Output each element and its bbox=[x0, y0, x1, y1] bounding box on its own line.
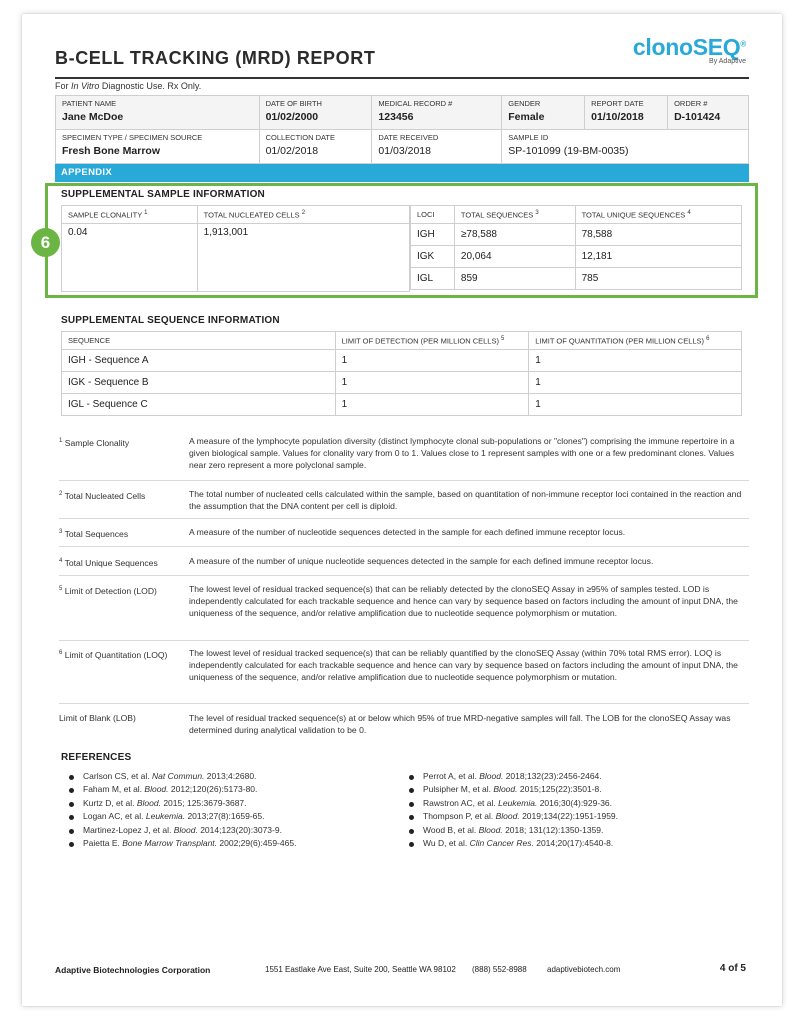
table-row: IGH - Sequence A 1 1 bbox=[62, 350, 742, 372]
footer-company: Adaptive Biotechnologies Corporation bbox=[55, 965, 211, 975]
list-item: Pulsipher M, et al. Blood. 2015;125(22):3501-8. bbox=[407, 783, 737, 796]
logo-wordmark: clonoSEQ bbox=[632, 34, 741, 60]
footnote-divider bbox=[59, 480, 749, 481]
report-date-cell: REPORT DATE 01/10/2018 bbox=[585, 96, 668, 130]
specimen-cell: SPECIMEN TYPE / SPECIMEN SOURCE Fresh Bone Marrow bbox=[56, 130, 260, 164]
appendix-bar: APPENDIX bbox=[55, 164, 749, 182]
patient-name: Jane McDoe bbox=[62, 111, 124, 123]
loci-header: LOCI bbox=[411, 206, 455, 224]
collection-date-cell: COLLECTION DATE 01/02/2018 bbox=[259, 130, 372, 164]
registered-mark: ® bbox=[740, 39, 746, 49]
table-row: IGK 20,064 12,181 bbox=[411, 246, 742, 268]
clonality-table bbox=[61, 205, 410, 292]
footer-website[interactable]: adaptivebiotech.com bbox=[547, 965, 621, 974]
table-row: IGH ≥78,588 78,588 bbox=[411, 224, 742, 246]
report-title: B-CELL TRACKING (MRD) REPORT bbox=[55, 48, 376, 68]
loci-table bbox=[410, 205, 742, 290]
page-number: 4 of 5 bbox=[719, 963, 746, 974]
unique-sequences-header: TOTAL UNIQUE SEQUENCES $^4$ bbox=[575, 206, 741, 224]
sample-id-cell: SAMPLE ID SP-101099 (19-BM-0035) bbox=[502, 130, 749, 164]
list-item: Martinez-Lopez J, et al. Blood. 2014;123(20):3073-9. bbox=[67, 824, 397, 837]
mrn-value: 123456 bbox=[378, 111, 414, 123]
dob-value: 01/02/2000 bbox=[265, 111, 319, 123]
list-item: Carlson CS, et al. Nat Commun. 2013;4:2680. bbox=[67, 770, 397, 783]
dob-cell: DATE OF BIRTH 01/02/2000 bbox=[259, 96, 372, 130]
callout-badge: 6 bbox=[31, 228, 60, 257]
received-date-cell: DATE RECEIVED 01/03/2018 bbox=[372, 130, 502, 164]
supplemental-sequence-heading: SUPPLEMENTAL SEQUENCE INFORMATION bbox=[61, 315, 280, 326]
list-item: Thompson P, et al. Blood. 2019;134(22):1951-1959. bbox=[407, 810, 737, 823]
total-sequences-header: TOTAL SEQUENCES $^3$ bbox=[454, 206, 575, 224]
patient-info-table bbox=[55, 95, 749, 164]
patient-name-cell: PATIENT NAME Jane McDoe bbox=[56, 96, 260, 130]
logo-tagline: By Adaptive bbox=[709, 58, 746, 65]
footnote-divider bbox=[59, 546, 749, 547]
received-date-value: 01/03/2018 bbox=[378, 145, 431, 157]
collection-date-value: 01/02/2018 bbox=[265, 145, 319, 157]
supplemental-sample-heading: SUPPLEMENTAL SAMPLE INFORMATION bbox=[61, 189, 265, 200]
nucleated-cells-header: TOTAL NUCLEATED CELLS $^2$ bbox=[197, 206, 409, 224]
sample-id-value: SP-101099 (19-BM-0035) bbox=[508, 145, 629, 157]
list-item: Faham M, et al. Blood. 2012;120(26):5173-80. bbox=[67, 783, 397, 796]
mrn-cell: MEDICAL RECORD # 123456 bbox=[372, 96, 502, 130]
title-divider bbox=[55, 77, 749, 79]
loq-header: LIMIT OF QUANTITATION (PER MILLION CELLS) $^6$ bbox=[529, 332, 742, 350]
list-item: Wu D, et al. Clin Cancer Res. 2014;20(17):4540-8. bbox=[407, 837, 737, 850]
report-date-value: 01/10/2018 bbox=[591, 111, 644, 123]
footnote-divider bbox=[59, 640, 749, 641]
list-item: Rawstron AC, et al. Leukemia. 2016;30(4):929-36. bbox=[407, 797, 737, 810]
list-item: Wood B, et al. Blood. 2018; 131(12):1350-1359. bbox=[407, 824, 737, 837]
specimen-value: Fresh Bone Marrow bbox=[62, 145, 161, 157]
references-heading: REFERENCES bbox=[61, 752, 132, 763]
nucleated-cells-value: 1,913,001 bbox=[197, 224, 409, 292]
clonality-header: SAMPLE CLONALITY $^1$ bbox=[62, 206, 198, 224]
clonoseq-logo bbox=[633, 34, 746, 65]
list-item: Perrot A, et al. Blood. 2018;132(23):2456-2464. bbox=[407, 770, 737, 783]
references-left bbox=[67, 770, 397, 850]
footnote-divider bbox=[59, 518, 749, 519]
sequence-header: SEQUENCE bbox=[62, 332, 336, 350]
lod-header: LIMIT OF DETECTION (PER MILLION CELLS) $^5$ bbox=[335, 332, 529, 350]
table-row: IGK - Sequence B 1 1 bbox=[62, 372, 742, 394]
order-value: D-101424 bbox=[674, 111, 721, 123]
list-item: Kurtz D, et al. Blood. 2015; 125:3679-3687. bbox=[67, 797, 397, 810]
report-page: B-CELL TRACKING (MRD) REPORT clonoSEQ® By Adaptive For In Vitro Diagnostic Use. Rx Only. PATIENT NAME Jane McDoe DATE OF BIRTH 01/02/2000 MEDICAL RECORD # 123456 GENDER Female REPORT DATE 01/10/2018 ORDER # D-101424 SPECIMEN TYPE / SPECIMEN SOURCE Fresh Bone Marrow COLLECTION DATE 01/02/2018 DATE RECEIVED 01/03/2018 SAMPLE ID SP-101099 (19-BM-0035) APPENDIX 6 SUPPLEMENTAL SAMPLE INFORMATION SAMPLE CLONALITY $^1$ TOTAL NUCLEATED CELLS $^2$ 0.04 1,913,001 LOCI TOTAL SEQUENCES $^3$ TOTAL UNIQUE SEQUENCES $^4$ IGH ≥78,588 78,588 IGK 20,064 12,181 IGL 859 785 SUPPLEMENTAL SEQUENCE INFORMATION SEQUENCE LIMIT OF DETECTION (PER MILLION CELLS) $^5$ LIMIT OF QUANTITATION (PER MILLION CELLS) $^6$ IGH - Sequence A 1 1 IGK - Sequence B 1 1 IGL - Sequence C 1 1 $^1$ Sample Clonality A measure of the lymphocyte population diversity (distinct lymphocyte clonal sub-populations or "clones") comprising the immune repertoire in a given biological sample. Values for clonality vary from 0 to 1. Values close to 1 represent samples with one or a few predominant clones. Values near zero represent a more polyclonal sample. $^2$ Total Nucleated Cells The total number of nucleated cells calculated within the sample, based on quantitation of non-immune receptor loci contained in the reaction and the assumption that the DNA content per cell is diploid. $^3$ Total Sequences A measure of the number of nucleotide sequences detected in the sample for each defined immune receptor locus. $^4$ Total Unique Sequences A measure of the number of unique nucleotide sequences detected in the sample for each defined immune receptor locus. $^5$ Limit of Detection (LOD) The lowest level of residual tracked sequence(s) that can be reliably detected by the clonoSEQ Assay in ≥95% of samples tested. LOD is independently calculated for each trackable sequence and hence can vary by sequence based on factors including the amount of input DNA, the uniqueness of the sequence, and/or relative amplification due to nucleotide sequence polymorphism or mutation. $^6$ Limit of Quantitation (LOQ) The lowest level of residual tracked sequence(s) that can be reliably quantified by the clonoSEQ Assay (within 70% total RMS error). LOQ is independently calculated for each trackable sequence and hence can vary by sequence based on factors including the amount of input DNA, the uniqueness of the sequence, and/or relative amplification due to nucleotide sequence polymorphism or mutation. Limit of Blank (LOB) The level of residual tracked sequence(s) at or below which 95% of true MRD-negative samples will fall. The LOB for the clonoSEQ Assay was determined during analytical validation to be 0. REFERENCES Carlson CS, et al. Nat Commun. 2013;4:2680. Faham M, et al. Blood. 2012;120(26):5173-80. Kurtz D, et al. Blood. 2015; 125:3679-3687. Logan AC, et al. Leukemia. 2013;27(8):1659-65. Martinez-Lopez J, et al. Blood. 2014;123(20):3073-9. Paietta E. Bone Marrow Transplant. 2002;29(6):459-465. Perrot A, et al. Blood. 2018;132(23):2456-2464. Pulsipher M, et al. Blood. 2015;125(22):3501-8. Rawstron AC, et al. Leukemia. 2016;30(4):929-36. Thompson P, et al. Blood. 2019;134(22):1951-1959. Wood B, et al. Blood. 2018; 131(12):1350-1359. Wu D, et al. Clin Cancer Res. 2014;20(17):4540-8. Adaptive Biotechnologies Corporation 1551 Eastlake Ave East, Suite 200, Seattle WA 98102 (888) 552-8988 adaptivebiotech.com 4 of 5 bbox=[22, 14, 782, 1006]
list-item: Logan AC, et al. Leukemia. 2013;27(8):1659-65. bbox=[67, 810, 397, 823]
clonality-value: 0.04 bbox=[62, 224, 198, 292]
footnote-divider bbox=[59, 703, 749, 704]
sequence-table bbox=[61, 331, 742, 416]
gender-value: Female bbox=[508, 111, 545, 123]
references-right bbox=[407, 770, 737, 850]
gender-cell: GENDER Female bbox=[502, 96, 585, 130]
table-row: IGL 859 785 bbox=[411, 268, 742, 290]
footer-phone: (888) 552-8988 bbox=[472, 965, 527, 974]
footnote-divider bbox=[59, 575, 749, 576]
footer-address: 1551 Eastlake Ave East, Suite 200, Seattle WA 98102 bbox=[265, 965, 456, 974]
list-item: Paietta E. Bone Marrow Transplant. 2002;29(6):459-465. bbox=[67, 837, 397, 850]
ivd-notice: For In Vitro Diagnostic Use. Rx Only. bbox=[55, 81, 202, 91]
order-cell: ORDER # D-101424 bbox=[668, 96, 749, 130]
table-row: IGL - Sequence C 1 1 bbox=[62, 394, 742, 416]
